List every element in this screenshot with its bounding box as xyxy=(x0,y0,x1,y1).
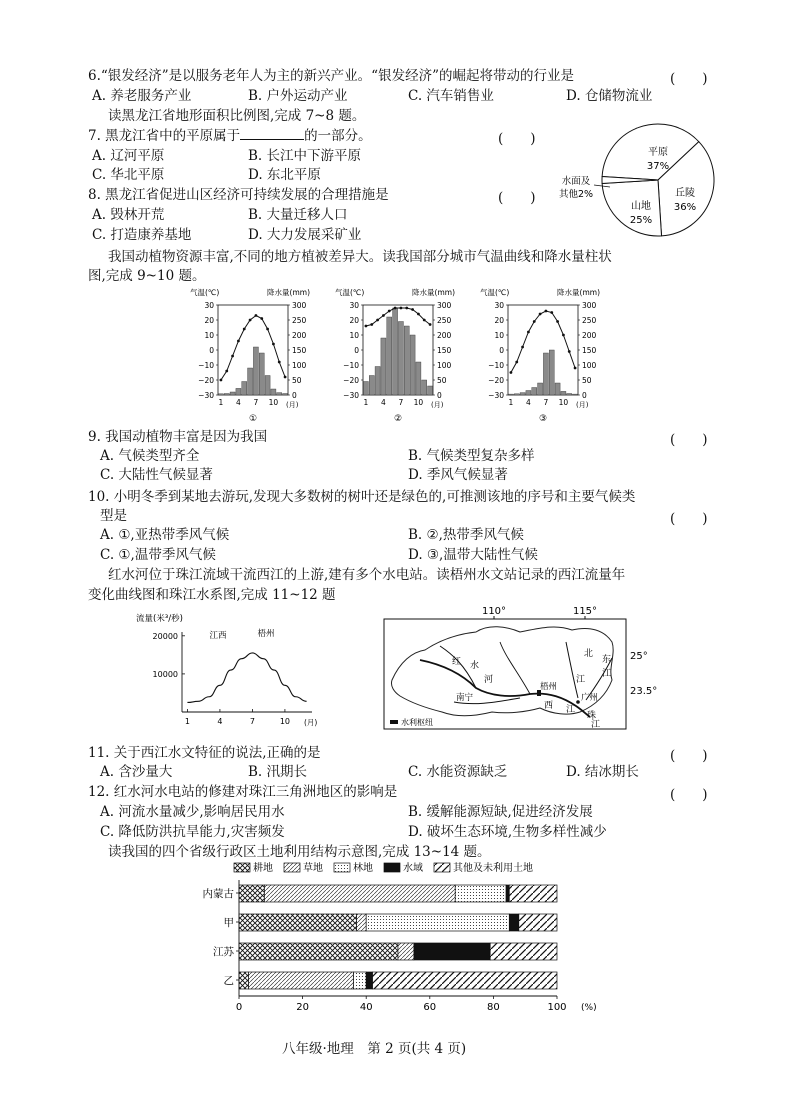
climate-precip-axis-label: 降水量(mm) xyxy=(557,288,600,297)
land-bar-segment xyxy=(239,885,264,902)
climate-temp-tick: −20 xyxy=(343,376,359,385)
climate-temp-tick: 0 xyxy=(354,346,359,355)
climate-temp-tick: 0 xyxy=(209,346,214,355)
climate-temp-tick: 20 xyxy=(349,316,359,325)
climate-precip-bar xyxy=(218,394,223,395)
climate-temp-point xyxy=(260,317,263,320)
q10-answer-paren[interactable]: ( ) xyxy=(670,511,708,527)
climate-temp-tick: −30 xyxy=(343,391,359,400)
q8-option-a[interactable]: A. 毁林开荒 xyxy=(92,207,165,223)
climate-precip-bar xyxy=(224,394,229,396)
climate-month-tick: 4 xyxy=(526,398,531,407)
q11-option-c[interactable]: C. 水能资源缺乏 xyxy=(408,764,508,780)
map-xijiang-river xyxy=(420,660,590,717)
climate-precip-bar xyxy=(532,388,537,396)
climate-temp-axis-label: 气温(℃) xyxy=(190,288,220,297)
pie-label-hills: 丘陵 xyxy=(675,188,695,199)
climate-precip-tick: 100 xyxy=(582,361,597,370)
climate-precip-axis-label: 降水量(mm) xyxy=(412,288,455,297)
pie-pct-hills: 36% xyxy=(673,202,697,213)
climate-chart-2 xyxy=(335,287,455,424)
climate-temp-point xyxy=(284,376,287,379)
climate-month-tick: 10 xyxy=(268,398,279,407)
climate-precip-bar xyxy=(393,308,398,395)
climate-chart-id: ② xyxy=(393,414,403,424)
q10-option-b[interactable]: B. ②,热带季风气候 xyxy=(408,527,524,543)
climate-precip-tick: 50 xyxy=(582,376,592,385)
climate-temp-point xyxy=(411,308,414,311)
q7-option-a[interactable]: A. 辽河平原 xyxy=(92,148,165,164)
land-legend-label: 草地 xyxy=(303,863,323,874)
climate-precip-bar xyxy=(428,386,433,395)
climate-precip-bar xyxy=(561,391,566,395)
climate-temp-point xyxy=(562,334,565,337)
climate-temp-tick: 10 xyxy=(494,331,504,340)
climate-precip-bar xyxy=(538,383,543,395)
climate-chart-3 xyxy=(480,287,600,424)
land-bar-segment xyxy=(357,914,367,931)
q11-option-d[interactable]: D. 结冰期长 xyxy=(566,764,639,780)
climate-precip-tick: 0 xyxy=(437,391,442,400)
land-legend-label: 水域 xyxy=(403,863,423,874)
q7-answer-paren[interactable]: ( ) xyxy=(498,131,536,147)
climate-temp-point xyxy=(382,314,385,317)
map-legend-label: 水利枢纽 xyxy=(401,718,433,727)
climate-temp-tick: −30 xyxy=(488,391,504,400)
climate-precip-tick: 50 xyxy=(437,376,447,385)
land-x-unit: (%) xyxy=(581,1003,597,1013)
map-label-dong: 东 xyxy=(602,655,612,665)
climate-temp-point xyxy=(365,325,368,328)
land-bar-segment xyxy=(366,972,372,989)
land-bar-segment xyxy=(414,943,490,960)
flow-series-label-2: 梧州 xyxy=(257,629,275,639)
climate-precip-tick: 0 xyxy=(582,391,587,400)
land-bar-segment xyxy=(239,972,249,989)
climate-temp-tick: 10 xyxy=(349,331,359,340)
climate-temp-point xyxy=(220,379,223,382)
flow-x-tick: 4 xyxy=(217,717,223,726)
climate-month-tick: 7 xyxy=(398,398,404,407)
land-bar-segment xyxy=(455,885,506,902)
land-x-tick: 40 xyxy=(359,1002,373,1013)
climate-temp-point xyxy=(231,355,234,358)
climate-temp-line xyxy=(366,308,430,326)
pie-pct-plain: 37% xyxy=(646,161,670,172)
climate-temp-axis-label: 气温(℃) xyxy=(335,288,365,297)
climate-precip-bar xyxy=(283,394,288,396)
climate-temp-point xyxy=(237,340,240,343)
q10-stem-line2: 型是 xyxy=(100,508,127,524)
q9-option-a[interactable]: A. 气候类型齐全 xyxy=(100,448,200,464)
map-label-zhu: 珠 xyxy=(587,711,597,721)
climate-precip-tick: 0 xyxy=(292,391,297,400)
map-legend-dam-icon xyxy=(390,720,398,724)
map-lat-23-5: 23.5° xyxy=(630,686,658,697)
q12-answer-paren[interactable]: ( ) xyxy=(670,787,708,803)
flow-y-tick: 20000 xyxy=(152,631,178,641)
flow-x-tick: 1 xyxy=(184,717,190,726)
q8-answer-paren[interactable]: ( ) xyxy=(498,190,536,206)
land-x-tick: 20 xyxy=(296,1002,309,1013)
q7-option-d[interactable]: D. 东北平原 xyxy=(248,167,321,183)
xijiang-flow-chart xyxy=(130,608,330,738)
land-bar-segment xyxy=(509,914,519,931)
climate-temp-point xyxy=(527,331,530,334)
climate-precip-bar xyxy=(520,393,525,395)
climate-month-tick: 1 xyxy=(363,398,369,407)
land-legend-swatch xyxy=(334,863,350,872)
climate-precip-bar xyxy=(514,394,519,395)
q10-option-c[interactable]: C. ①,温带季风气候 xyxy=(100,547,216,563)
climate-temp-tick: 0 xyxy=(499,346,504,355)
climate-precip-bar xyxy=(375,367,380,396)
climate-temp-point xyxy=(370,323,373,326)
pie-label-water-2: 其他2% xyxy=(558,189,594,200)
climate-chart-1 xyxy=(190,287,310,424)
q7-blank xyxy=(240,127,304,140)
q10-option-d[interactable]: D. ③,温带大陆性气候 xyxy=(408,547,538,563)
climate-precip-tick: 200 xyxy=(582,331,597,340)
climate-precip-bar xyxy=(259,353,264,395)
map-label-shui: 水 xyxy=(470,661,480,671)
flow-x-tick: 10 xyxy=(279,717,291,726)
q6-answer-paren[interactable]: ( ) xyxy=(670,71,708,87)
intro-11-12-line1: 红水河位于珠江流域干流西江的上游,建有多个水电站。读梧州水文站记录的西江流量年 xyxy=(108,567,626,583)
land-legend-label: 林地 xyxy=(353,863,373,874)
climate-temp-line xyxy=(221,316,285,381)
land-row-label: 内蒙古 xyxy=(202,888,234,900)
climate-temp-point xyxy=(272,343,275,346)
flow-x-unit: (月) xyxy=(304,718,318,727)
climate-precip-bar xyxy=(363,382,368,396)
q12-option-a[interactable]: A. 河流水量减少,影响居民用水 xyxy=(100,804,285,820)
climate-precip-bar xyxy=(404,326,409,395)
land-bar-segment xyxy=(239,943,398,960)
climate-temp-tick: 20 xyxy=(204,316,214,325)
q6-stem: 6.“银发经济”是以服务老年人为主的新兴产业。“银发经济”的崛起将带动的行业是 xyxy=(88,68,574,84)
map-label-he: 河 xyxy=(484,675,494,685)
climate-temp-tick: 10 xyxy=(204,331,214,340)
climate-temp-point xyxy=(417,313,420,316)
flow-ylabel: 流量(米³/秒) xyxy=(136,614,183,624)
climate-temp-tick: −10 xyxy=(488,361,504,370)
map-label-dong-jiang: 江 xyxy=(602,669,612,679)
climate-temp-point xyxy=(545,310,548,313)
climate-temp-point xyxy=(405,307,408,310)
climate-precip-bar xyxy=(508,394,513,395)
climate-frame xyxy=(508,305,578,395)
climate-month-unit: (月) xyxy=(431,401,444,409)
q7-option-c[interactable]: C. 华北平原 xyxy=(92,167,165,183)
climate-temp-tick: −10 xyxy=(198,361,214,370)
map-label-guangzhou: 广州 xyxy=(581,693,599,703)
q9-answer-paren[interactable]: ( ) xyxy=(670,432,708,448)
climate-precip-bar xyxy=(573,394,578,395)
q11-option-b[interactable]: B. 汛期长 xyxy=(248,764,308,780)
climate-precip-bar xyxy=(277,393,282,395)
map-lat-25: 25° xyxy=(630,651,648,662)
q9-option-c[interactable]: C. 大陆性气候显著 xyxy=(100,467,213,483)
flow-curve xyxy=(187,653,306,703)
climate-temp-point xyxy=(388,310,391,313)
pie-label-plain: 平原 xyxy=(648,147,668,158)
climate-precip-tick: 250 xyxy=(582,316,597,325)
flow-y-tick: 10000 xyxy=(152,669,178,679)
climate-temp-point xyxy=(539,313,542,316)
land-row-label: 甲 xyxy=(223,917,234,929)
climate-temp-point xyxy=(423,319,426,322)
flow-x-tick: 7 xyxy=(249,717,255,726)
flow-series-label-1: 江西 xyxy=(209,631,227,641)
q6-option-d[interactable]: D. 仓储物流业 xyxy=(566,88,653,104)
climate-temp-tick: −30 xyxy=(198,391,214,400)
climate-precip-bar xyxy=(549,350,554,395)
land-bar-segment xyxy=(506,885,509,902)
climate-precip-bar xyxy=(526,391,531,396)
climate-precip-tick: 200 xyxy=(437,331,452,340)
q12-option-c[interactable]: C. 降低防洪抗旱能力,灾害频发 xyxy=(100,824,285,840)
climate-temp-point xyxy=(521,346,524,349)
q6-option-c[interactable]: C. 汽车销售业 xyxy=(408,88,494,104)
climate-temp-point xyxy=(556,320,559,323)
climate-chart-id: ③ xyxy=(538,414,548,424)
land-legend-swatch xyxy=(384,863,400,872)
climate-precip-tick: 150 xyxy=(437,346,452,355)
land-x-tick: 100 xyxy=(547,1002,567,1013)
land-bar-segment xyxy=(373,972,557,989)
land-row-label: 乙 xyxy=(223,975,234,987)
climate-precip-bar xyxy=(236,388,241,395)
land-bar-segment xyxy=(398,943,414,960)
climate-temp-tick: 30 xyxy=(494,301,504,310)
map-label-bei: 北 xyxy=(584,649,594,659)
climate-precip-bar xyxy=(555,383,560,395)
intro-9-10-line2: 图,完成 9~10 题。 xyxy=(88,268,206,284)
climate-temp-tick: 30 xyxy=(349,301,359,310)
terrain-pie-chart xyxy=(548,112,718,252)
land-bar-segment xyxy=(264,885,455,902)
climate-precip-bar xyxy=(387,317,392,395)
land-legend-swatch xyxy=(284,863,300,872)
climate-precip-tick: 150 xyxy=(582,346,597,355)
climate-precip-bar xyxy=(416,362,421,395)
map-label-hong: 红 xyxy=(452,657,462,667)
climate-precip-tick: 300 xyxy=(437,301,452,310)
map-lon-110: 110° xyxy=(481,606,507,617)
intro-9-10-line1: 我国动植物资源丰富,不同的地方植被差异大。读我国部分城市气温曲线和降水量柱状 xyxy=(108,249,612,265)
map-tributary-1 xyxy=(500,642,530,694)
land-use-chart xyxy=(190,858,620,1023)
climate-precip-bar xyxy=(398,322,403,396)
climate-temp-tick: −20 xyxy=(198,376,214,385)
land-x-tick: 60 xyxy=(423,1002,437,1013)
climate-temp-point xyxy=(278,361,281,364)
climate-temp-point xyxy=(574,367,577,370)
land-bar-segment xyxy=(366,914,509,931)
q8-stem: 8. 黑龙江省促进山区经济可持续发展的合理措施是 xyxy=(88,187,389,203)
q9-option-b[interactable]: B. 气候类型复杂多样 xyxy=(408,448,535,464)
q6-option-b[interactable]: B. 户外运动产业 xyxy=(248,88,348,104)
map-label-nanning: 南宁 xyxy=(456,693,474,703)
map-label-zhu-jiang: 江 xyxy=(591,720,601,730)
climate-month-tick: 10 xyxy=(558,398,569,407)
pearl-river-map xyxy=(380,602,660,732)
climate-temp-point xyxy=(266,328,269,331)
climate-charts xyxy=(180,283,610,428)
intro-13-14: 读我国的四个省级行政区土地利用结构示意图,完成 13~14 题。 xyxy=(108,844,491,860)
climate-precip-tick: 250 xyxy=(292,316,307,325)
land-x-tick: 80 xyxy=(487,1002,500,1013)
climate-temp-tick: 30 xyxy=(204,301,214,310)
climate-chart-id: ① xyxy=(248,414,258,424)
climate-precip-tick: 50 xyxy=(292,376,302,385)
climate-month-tick: 7 xyxy=(253,398,259,407)
pie-pct-mountain: 25% xyxy=(629,215,653,226)
q10-stem-line1: 10. 小明冬季到某地去游玩,发现大多数树的树叶还是绿色的,可推测该地的序号和主要气候类 xyxy=(88,489,636,505)
climate-temp-point xyxy=(376,319,379,322)
climate-temp-point xyxy=(429,323,432,326)
climate-month-tick: 7 xyxy=(543,398,549,407)
climate-month-unit: (月) xyxy=(286,401,299,409)
climate-precip-tick: 300 xyxy=(582,301,597,310)
climate-precip-bar xyxy=(567,394,572,396)
pie-slices xyxy=(602,124,714,236)
climate-precip-bar xyxy=(422,380,427,395)
climate-precip-bar xyxy=(271,389,276,395)
intro-7-8: 读黑龙江省地形面积比例图,完成 7~8 题。 xyxy=(108,108,366,124)
q12-option-b[interactable]: B. 缓解能源短缺,促进经济发展 xyxy=(408,804,593,820)
climate-precip-bar xyxy=(253,347,258,395)
map-label-wuzhou: 梧州 xyxy=(540,682,558,692)
q9-stem: 9. 我国动植物丰富是因为我国 xyxy=(88,429,268,445)
climate-temp-point xyxy=(550,311,553,314)
land-bar-segment xyxy=(249,972,354,989)
page-footer: 八年级·地理 第 2 页(共 4 页) xyxy=(282,1041,467,1057)
climate-temp-point xyxy=(515,361,518,364)
climate-temp-point xyxy=(249,319,252,322)
map-beijiang-river xyxy=(566,642,578,698)
climate-precip-bar xyxy=(381,338,386,395)
climate-temp-point xyxy=(533,320,536,323)
q9-option-d[interactable]: D. 季风气候显著 xyxy=(408,467,508,483)
climate-precip-tick: 150 xyxy=(292,346,307,355)
q11-stem: 11. 关于西江水文特征的说法,正确的是 xyxy=(88,745,321,761)
land-bar-segment xyxy=(239,914,357,931)
climate-frame xyxy=(218,305,288,395)
climate-precip-tick: 100 xyxy=(292,361,307,370)
climate-temp-point xyxy=(400,307,403,310)
climate-precip-tick: 100 xyxy=(437,361,452,370)
climate-temp-tick: 20 xyxy=(494,316,504,325)
climate-month-tick: 4 xyxy=(381,398,386,407)
land-bar-segment xyxy=(353,972,366,989)
land-row-label: 江苏 xyxy=(213,946,234,958)
climate-precip-bar xyxy=(369,376,374,396)
pie-label-mountain: 山地 xyxy=(631,201,651,212)
intro-11-12-line2: 变化曲线图和珠江水系图,完成 11~12 题 xyxy=(88,587,336,603)
climate-temp-point xyxy=(243,328,246,331)
climate-month-tick: 1 xyxy=(508,398,514,407)
land-bar-segment xyxy=(490,943,557,960)
land-x-tick: 0 xyxy=(235,1002,243,1013)
climate-precip-bar xyxy=(242,382,247,396)
climate-temp-point xyxy=(255,314,258,317)
map-label-bei-jiang: 江 xyxy=(576,675,586,685)
land-bar-segment xyxy=(519,914,557,931)
climate-precip-bar xyxy=(265,376,270,396)
q8-option-b[interactable]: B. 大量迁移人口 xyxy=(248,207,348,223)
map-label-jiang: 江 xyxy=(566,705,576,715)
climate-temp-point xyxy=(394,307,397,310)
q7-stem: 7. 黑龙江省中的平原属于 的一部分。 xyxy=(88,128,372,144)
land-legend-label: 耕地 xyxy=(253,863,273,874)
climate-precip-bar xyxy=(248,368,253,395)
land-legend-label: 其他及未利用土地 xyxy=(453,863,533,874)
q7-option-b[interactable]: B. 长江中下游平原 xyxy=(248,148,362,164)
land-legend-swatch xyxy=(234,863,250,872)
climate-precip-tick: 250 xyxy=(437,316,452,325)
map-guangzhou-dot xyxy=(576,700,580,704)
climate-temp-axis-label: 气温(℃) xyxy=(480,288,510,297)
q12-option-d[interactable]: D. 破坏生态环境,生物多样性减少 xyxy=(408,824,607,840)
map-basin-boundary xyxy=(391,627,613,716)
map-lon-115: 115° xyxy=(572,606,598,617)
land-bar-segment xyxy=(509,885,557,902)
climate-precip-tick: 300 xyxy=(292,301,307,310)
climate-temp-point xyxy=(568,350,571,353)
climate-temp-tick: −20 xyxy=(488,376,504,385)
climate-temp-point xyxy=(510,371,513,374)
pie-label-water-1: 水面及 xyxy=(561,176,591,187)
climate-precip-axis-label: 降水量(mm) xyxy=(267,288,310,297)
q11-answer-paren[interactable]: ( ) xyxy=(670,748,708,764)
climate-temp-point xyxy=(225,370,228,373)
climate-precip-tick: 200 xyxy=(292,331,307,340)
climate-temp-line xyxy=(511,311,575,373)
q12-stem: 12. 红水河水电站的修建对珠江三角洲地区的影响是 xyxy=(88,784,398,800)
q8-option-d[interactable]: D. 大力发展采矿业 xyxy=(248,227,362,243)
climate-precip-bar xyxy=(410,335,415,395)
q10-option-a[interactable]: A. ①,亚热带季风气候 xyxy=(100,527,230,543)
q8-option-c[interactable]: C. 打造康养基地 xyxy=(92,227,192,243)
climate-month-tick: 1 xyxy=(218,398,224,407)
map-label-xi: 西 xyxy=(544,701,554,711)
climate-precip-bar xyxy=(230,392,235,395)
land-legend-swatch xyxy=(434,863,450,872)
climate-month-unit: (月) xyxy=(576,401,589,409)
climate-month-tick: 4 xyxy=(236,398,241,407)
q11-option-a[interactable]: A. 含沙量大 xyxy=(100,764,173,780)
climate-month-tick: 10 xyxy=(413,398,424,407)
q6-option-a[interactable]: A. 养老服务产业 xyxy=(92,88,192,104)
climate-precip-bar xyxy=(543,353,548,395)
climate-temp-tick: −10 xyxy=(343,361,359,370)
